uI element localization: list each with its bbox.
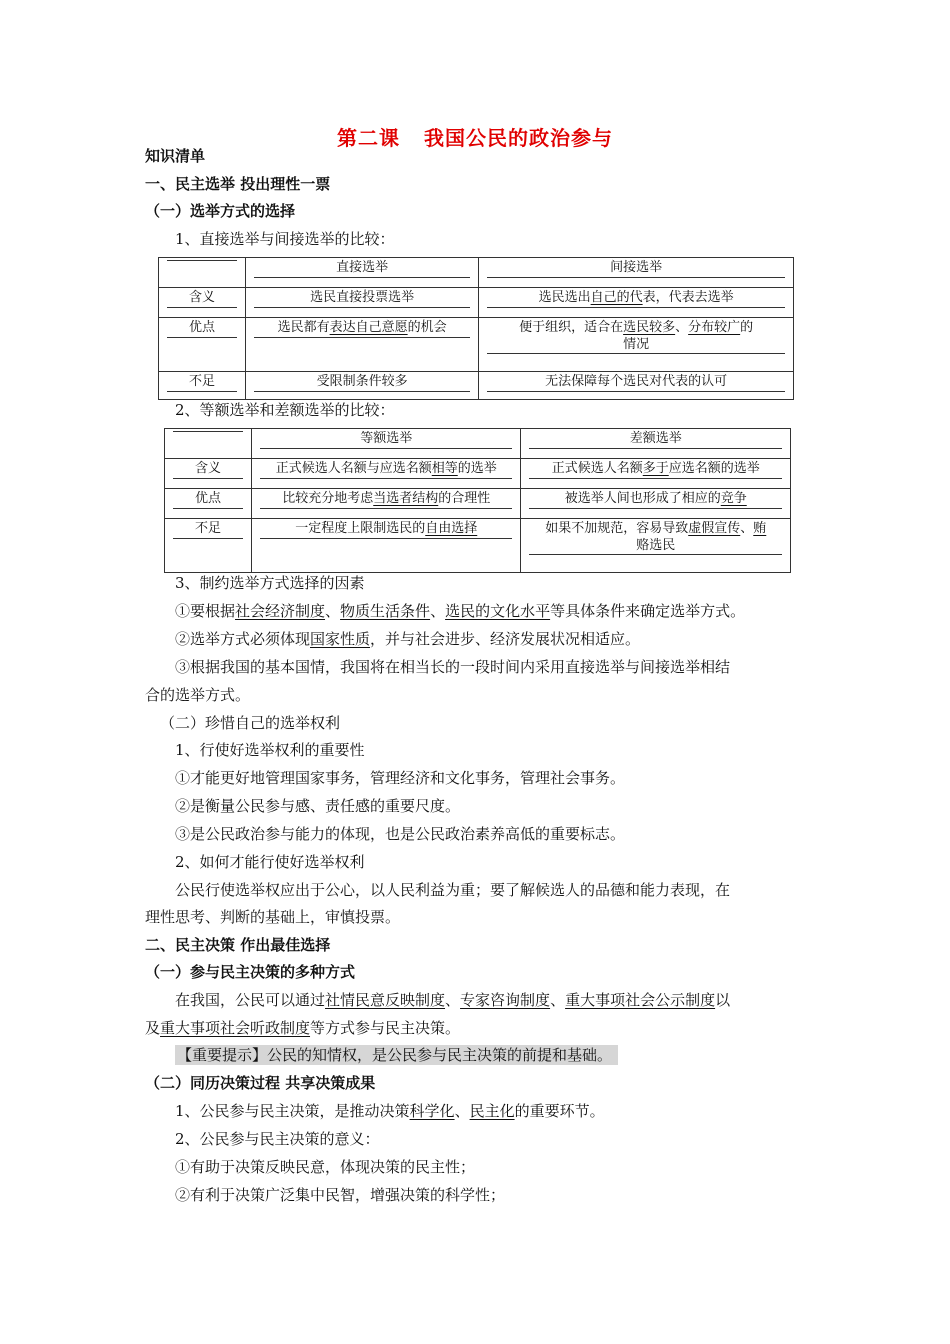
table-header-cell: 差额选举 [521,429,791,459]
important-tip: 【重要提示】公民的知情权，是公民参与民主决策的前提和基础。 [175,1045,618,1065]
heading-compare-direct: 1、直接选举与间接选举的比较： [175,230,395,248]
row-label: 含义 [173,459,243,479]
heading-importance: 1、行使好选举权利的重要性 [175,741,365,759]
table-header-cell [165,429,252,459]
factor-1: ①要根据社会经济制度、物质生活条件、选民的文化水平等具体条件来确定选举方式。 [175,602,746,620]
table-row [159,318,794,372]
table-header-cell: 等额选举 [252,429,521,459]
table-cell: 选民选出自己的代表，代表去选举 [487,288,785,308]
table-cell: 选民都有表达自己意愿的机会 [254,318,470,338]
process-1: 1、公民参与民主决策，是推动决策科学化、民主化的重要环节。 [175,1102,605,1120]
table-cell: 如果不加规范，容易导致虚假宣传、贿 赂选民 [529,519,782,556]
row-label: 不足 [167,372,237,392]
process-3: ①有助于决策反映民意，体现决策的民主性； [175,1158,476,1176]
factor-3-line-2: 合的选举方式。 [145,686,251,704]
row-label: 不足 [173,519,243,539]
title-topic: 我国公民的政治参与 [424,126,613,150]
heading-howto: 2、如何才能行使好选举权利 [175,853,365,871]
direct-indirect-table [158,257,794,400]
heading-factors: 3、制约选举方式选择的因素 [175,574,365,592]
title-lesson: 第二课 [337,126,400,150]
heading-section-1: 一、民主选举 投出理性一票 [145,175,331,193]
table-cell: 正式候选人名额多于应选名额的选举 [529,459,782,479]
page-title [0,122,950,151]
heading-section-1-2: （二）珍惜自己的选举权利 [160,714,341,732]
process-2: 2、公民参与民主决策的意义： [175,1130,380,1148]
row-label: 含义 [167,288,237,308]
table-cell: 被选举人间也形成了相应的竞争 [529,489,782,509]
ways-line-2: 及重大事项社会听政制度等方式参与民主决策。 [145,1019,461,1037]
importance-2: ②是衡量公民参与感、责任感的重要尺度。 [175,797,461,815]
table-row [165,519,791,573]
table-cell: 正式候选人名额与应选名额相等的选举 [260,459,512,479]
table-cell: 一定程度上限制选民的自由选择 [260,519,512,539]
factor-3-line-1: ③根据我国的基本国情，我国将在相当长的一段时间内采用直接选举与间接选举相结 [175,658,731,676]
row-label: 优点 [173,489,243,509]
table-row [159,288,794,318]
table-header-cell: 直接选举 [246,258,479,288]
importance-3: ③是公民政治参与能力的体现，也是公民政治素养高低的重要标志。 [175,825,626,843]
ways-line-1: 在我国，公民可以通过社情民意反映制度、专家咨询制度、重大事项社会公示制度以 [175,991,731,1009]
heading-knowledge: 知识清单 [145,147,206,165]
heading-section-1-1: （一）选举方式的选择 [145,202,296,220]
table-cell: 无法保障每个选民对代表的认可 [487,372,785,392]
table-row [165,489,791,519]
equal-competitive-table [164,428,791,573]
howto-line-1: 公民行使选举权应出于公心，以人民利益为重；要了解候选人的品德和能力表现，在 [175,881,731,899]
importance-1: ①才能更好地管理国家事务，管理经济和文化事务，管理社会事务。 [175,769,626,787]
table-cell: 选民直接投票选举 [254,288,470,308]
heading-section-2: 二、民主决策 作出最佳选择 [145,936,331,954]
factor-2: ②选举方式必须体现国家性质，并与社会进步、经济发展状况相适应。 [175,630,641,648]
table-header-cell [159,258,246,288]
table-cell: 比较充分地考虑当选者结构的合理性 [260,489,512,509]
heading-section-2-2: （二）同历决策过程 共享决策成果 [145,1074,376,1092]
table-row [159,372,794,400]
heading-section-2-1: （一）参与民主决策的多种方式 [145,963,356,981]
table-cell: 受限制条件较多 [254,372,470,392]
howto-line-2: 理性思考、判断的基础上，审慎投票。 [145,908,401,926]
process-4: ②有利于决策广泛集中民智，增强决策的科学性； [175,1186,506,1204]
table-cell: 便于组织，适合在选民较多、分布较广的 情况 [487,318,785,355]
table-row [165,459,791,489]
row-label: 优点 [167,318,237,338]
table-header-cell: 间接选举 [479,258,794,288]
heading-compare-equal: 2、等额选举和差额选举的比较： [175,401,395,419]
